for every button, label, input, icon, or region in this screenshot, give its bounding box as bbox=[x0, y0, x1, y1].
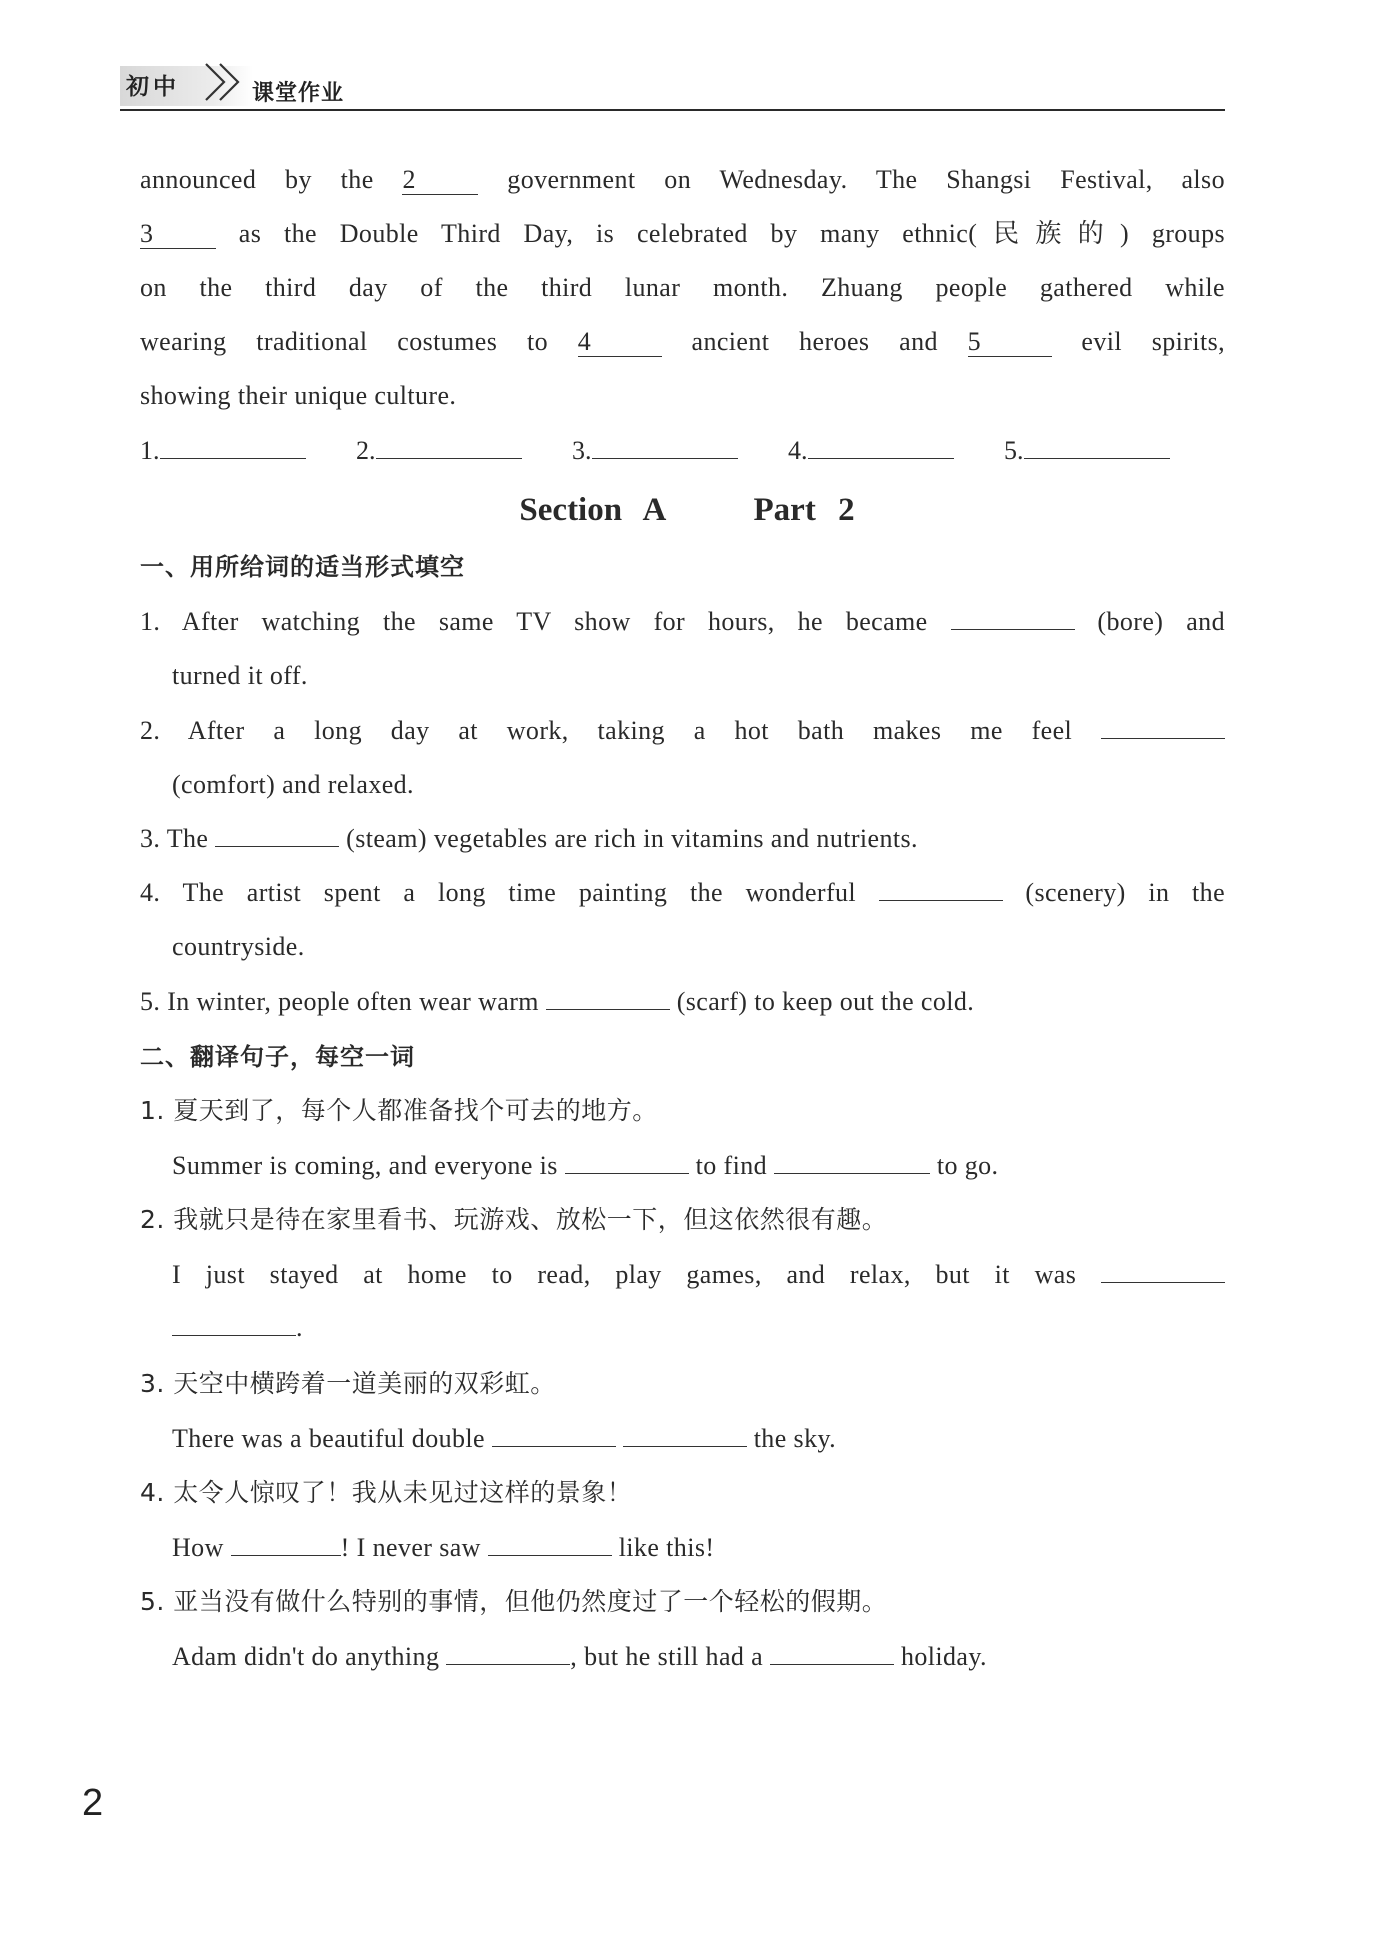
question-text: I just stayed at home to read, play games, and relax, but it was bbox=[172, 1260, 1077, 1289]
part2-q4-chinese: 4. 太令人惊叹了！我从未见过这样的景象！ bbox=[140, 1478, 633, 1507]
answer-label: 2. bbox=[356, 436, 376, 465]
question-text: (steam) vegetables are rich in vitamins and nutrients. bbox=[346, 824, 918, 853]
answer-item bbox=[356, 436, 522, 466]
part2-q5-chinese: 5. 亚当没有做什么特别的事情，但他仍然度过了一个轻松的假期。 bbox=[140, 1587, 888, 1616]
fill-blank[interactable] bbox=[1101, 716, 1225, 739]
fill-blank[interactable] bbox=[623, 1424, 747, 1447]
question-text: (scenery) in the bbox=[1025, 878, 1226, 907]
question-text: 4. The artist spent a long time painting the wonderful bbox=[140, 878, 857, 907]
question-text: 5. In winter, people often wear warm bbox=[140, 987, 539, 1016]
part1-q5 bbox=[140, 987, 1225, 1017]
numbered-blank: 3 bbox=[140, 220, 216, 249]
part2-q1-chinese: 1. 夏天到了，每个人都准备找个可去的地方。 bbox=[140, 1096, 658, 1125]
answer-row bbox=[140, 436, 1200, 470]
part1-heading: 一、用所给词的适当形式填空 bbox=[140, 553, 465, 581]
fill-blank[interactable] bbox=[1101, 1260, 1225, 1283]
question-text: to go. bbox=[936, 1151, 999, 1180]
question-text: like this! bbox=[618, 1533, 715, 1562]
answer-blank[interactable] bbox=[592, 436, 738, 459]
answer-blank[interactable] bbox=[1024, 436, 1170, 459]
question-text: , but he still had a bbox=[570, 1642, 764, 1671]
passage-line-2 bbox=[140, 219, 1225, 249]
answer-blank[interactable] bbox=[160, 436, 306, 459]
fill-blank[interactable] bbox=[951, 607, 1075, 630]
passage-text: as the Double Third Day, is celebrated by many ethnic(民族的) groups bbox=[238, 219, 1225, 248]
part2-q2-chinese: 2. 我就只是待在家里看书、玩游戏、放松一下，但这依然很有趣。 bbox=[140, 1205, 888, 1234]
fill-blank[interactable] bbox=[774, 1151, 930, 1174]
question-text: How bbox=[172, 1533, 224, 1562]
answer-label: 3. bbox=[572, 436, 592, 465]
fill-blank[interactable] bbox=[492, 1424, 616, 1447]
header-rule bbox=[120, 109, 1225, 111]
answer-label: 1. bbox=[140, 436, 160, 465]
part1-q3 bbox=[140, 824, 1225, 854]
part2-q2-english-line1 bbox=[172, 1260, 1225, 1290]
part2-q3-chinese: 3. 天空中横跨着一道美丽的双彩虹。 bbox=[140, 1369, 556, 1398]
answer-blank[interactable] bbox=[808, 436, 954, 459]
question-text: holiday. bbox=[900, 1642, 987, 1671]
question-text: 1. After watching the same TV show for hours, he became bbox=[140, 607, 928, 636]
question-text: (bore) and bbox=[1097, 607, 1225, 636]
part1-q4-line1 bbox=[140, 878, 1225, 908]
numbered-blank: 2 bbox=[402, 166, 478, 195]
answer-item bbox=[788, 436, 954, 466]
part2-q4-english bbox=[172, 1533, 1257, 1563]
question-text: There was a beautiful double bbox=[172, 1424, 485, 1453]
double-chevron-icon bbox=[200, 60, 260, 104]
part2-q3-english bbox=[172, 1424, 1257, 1454]
section-title: Section A Part 2 bbox=[519, 492, 855, 528]
passage-text: wearing traditional costumes to bbox=[140, 327, 549, 356]
page-number: 2 bbox=[82, 1782, 104, 1824]
part1-q1-line2: turned it off. bbox=[172, 661, 308, 690]
question-text: to find bbox=[695, 1151, 768, 1180]
question-text: ! I never saw bbox=[340, 1533, 481, 1562]
fill-blank[interactable] bbox=[231, 1533, 341, 1556]
part1-q4-line2: countryside. bbox=[172, 932, 305, 961]
passage-line-3: on the third day of the third lunar month. Zhuang people gathered while bbox=[140, 273, 1225, 302]
numbered-blank: 4 bbox=[578, 328, 662, 357]
passage-line-5: showing their unique culture. bbox=[140, 381, 457, 410]
answer-label: 4. bbox=[788, 436, 808, 465]
answer-item bbox=[572, 436, 738, 466]
part1-q2-line1 bbox=[140, 716, 1225, 746]
part2-q1-english bbox=[172, 1151, 1257, 1181]
question-text: . bbox=[296, 1313, 303, 1342]
part1-q1-line1 bbox=[140, 607, 1225, 637]
header-title: 课堂作业 bbox=[252, 81, 345, 106]
answer-blank[interactable] bbox=[376, 436, 522, 459]
passage-line-1 bbox=[140, 165, 1225, 195]
fill-blank[interactable] bbox=[770, 1642, 894, 1665]
fill-blank[interactable] bbox=[546, 987, 670, 1010]
fill-blank[interactable] bbox=[879, 878, 1003, 901]
passage-text: evil spirits, bbox=[1081, 327, 1225, 356]
passage-text: ancient heroes and bbox=[691, 327, 938, 356]
fill-blank[interactable] bbox=[172, 1313, 296, 1336]
question-text: Summer is coming, and everyone is bbox=[172, 1151, 558, 1180]
answer-label: 5. bbox=[1004, 436, 1024, 465]
question-text: 3. The bbox=[140, 824, 209, 853]
numbered-blank: 5 bbox=[968, 328, 1052, 357]
question-text: Adam didn't do anything bbox=[172, 1642, 440, 1671]
question-text: the sky. bbox=[753, 1424, 837, 1453]
passage-text: government on Wednesday. The Shangsi Festival, also bbox=[507, 165, 1225, 194]
part2-q5-english bbox=[172, 1642, 1257, 1672]
answer-item bbox=[1004, 436, 1170, 466]
header-level: 初中 bbox=[126, 74, 180, 100]
page-header bbox=[120, 60, 1225, 112]
question-text: 2. After a long day at work, taking a hot bath makes me feel bbox=[140, 716, 1073, 745]
part2-q2-english-line2 bbox=[172, 1313, 1257, 1343]
fill-blank[interactable] bbox=[215, 824, 339, 847]
part2-heading: 二、翻译句子，每空一词 bbox=[140, 1043, 415, 1071]
passage-text: announced by the bbox=[140, 165, 374, 194]
fill-blank[interactable] bbox=[488, 1533, 612, 1556]
passage-line-4 bbox=[140, 327, 1225, 357]
part1-q2-line2: (comfort) and relaxed. bbox=[172, 770, 414, 799]
question-text: (scarf) to keep out the cold. bbox=[676, 987, 975, 1016]
fill-blank[interactable] bbox=[565, 1151, 689, 1174]
answer-item bbox=[140, 436, 306, 466]
fill-blank[interactable] bbox=[446, 1642, 570, 1665]
